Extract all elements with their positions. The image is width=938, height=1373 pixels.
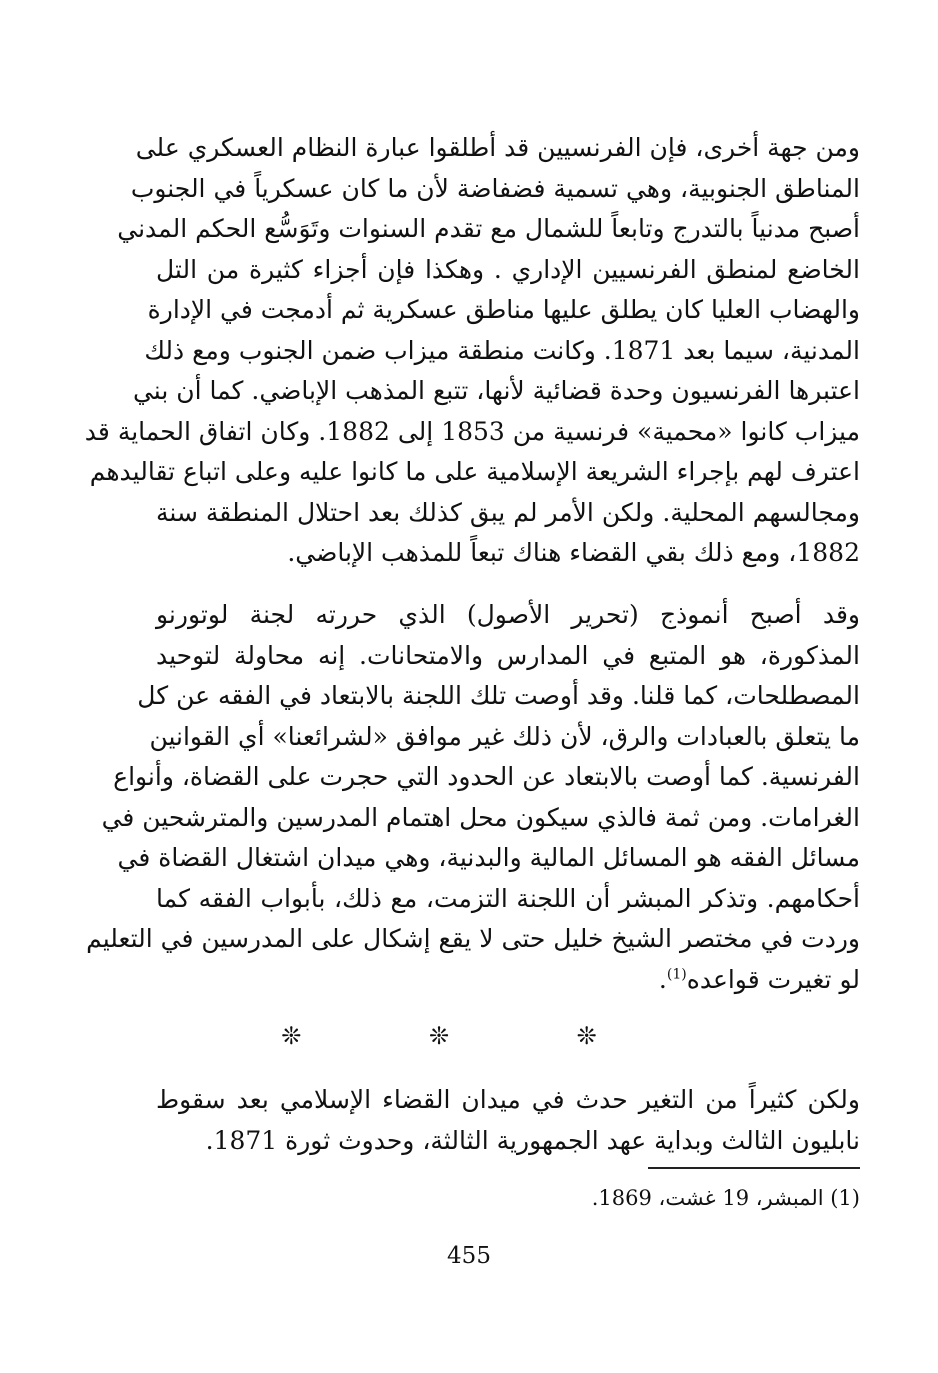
text-line: ميزاب كانوا «محمية» فرنسية من 1853 إلى 1882. وكان اتفاق الحماية قد [84,416,860,446]
text-line: وقد أصبح أنموذج (تحرير الأصول) الذي حررته لجنة لوتورنو [156,600,860,629]
text-line: الخاضع لمنطق الفرنسيين الإداري . وهكذا فإن أجزاء كثيرة من التل [156,254,860,284]
text-segment: لو تغيرت قواعده [686,964,860,994]
footnote-reference[interactable]: (1) [666,966,687,983]
text-line: ما يتعلق بالعبادات والرق، لأن ذلك غير موافق «لشرائعنا» أي القوانين [149,721,860,751]
paragraph-1 [84,128,860,574]
text-line: أحكامهم. وتذكر المبشر أن اللجنة التزمت، مع ذلك، بأبواب الفقه كما [156,883,860,913]
section-separator: ❊ ❊ ❊ [281,1022,657,1050]
text-line: الغرامات. ومن ثمة فالذي سيكون محل اهتمام المدرسين والمترشحين في [101,802,860,832]
text-line: المذكورة، هو المتبع في المدارس والامتحانات. إنه محاولة لتوحيد [156,640,860,670]
text-line: ومجالسهم المحلية. ولكن الأمر لم يبق كذلك بعد احتلال المنطقة سنة [156,497,860,527]
paragraph-2 [86,595,860,1000]
text-line: أصبح مدنياً بالتدرج وتابعاً للشمال مع تقدم السنوات وتَوَسُّع الحكم المدني [117,214,860,243]
text-line: اعتبرها الفرنسيون وحدة قضائية لأنها، تتبع المذهب الإباضي. كما أن بني [132,376,860,405]
text-line: اعترف لهم بإجراء الشريعة الإسلامية على ما كانوا عليه وعلى اتباع تقاليدهم [89,457,860,486]
text-line: المناطق الجنوبية، وهي تسمية فضفاضة لأن ما كان عسكرياً في الجنوب [130,173,860,203]
footnote: (1) المبشر، 19 غشت، 1869. [591,1186,860,1210]
text-line-with-footnote [156,960,860,1001]
text-line: الفرنسية. كما أوصت بالابتعاد عن الحدود التي حجرت على القضاة، وأنواع [113,762,860,791]
text-line: مسائل الفقه هو المسائل المالية والبدنية، وهي ميدان اشتغال القضاة في [117,843,860,872]
footnote-divider [648,1167,860,1169]
text-line: ومن جهة أخرى، فإن الفرنسيين قد أطلقوا عبارة النظام العسكري على [135,133,860,162]
text-line: 1882، ومع ذلك بقي القضاء هناك تبعاً للمذهب الإباضي. [287,538,860,567]
paragraph-3 [156,1080,860,1161]
page-number: 455 [447,1243,491,1269]
text-line: المصطلحات، كما قلنا. وقد أوصت تلك اللجنة بالابتعاد في الفقه عن كل [137,681,860,710]
text-line: المدنية، سيما بعد 1871. وكانت منطقة ميزاب ضمن الجنوب ومع ذلك [144,335,860,365]
text-line: نابليون الثالث وبداية عهد الجمهورية الثالثة، وحدوث ثورة 1871. [205,1125,860,1155]
end-punctuation: . [658,964,667,994]
text-line: وردت في مختصر الشيخ خليل حتى لا يقع إشكال على المدرسين في التعليم [86,924,860,953]
text-line: والهضاب العليا كان يطلق عليها مناطق عسكرية ثم أدمجت في الإدارة [147,295,860,324]
text-line: ولكن كثيراً من التغير حدث في ميدان القضاء الإسلامي بعد سقوط [156,1085,860,1114]
